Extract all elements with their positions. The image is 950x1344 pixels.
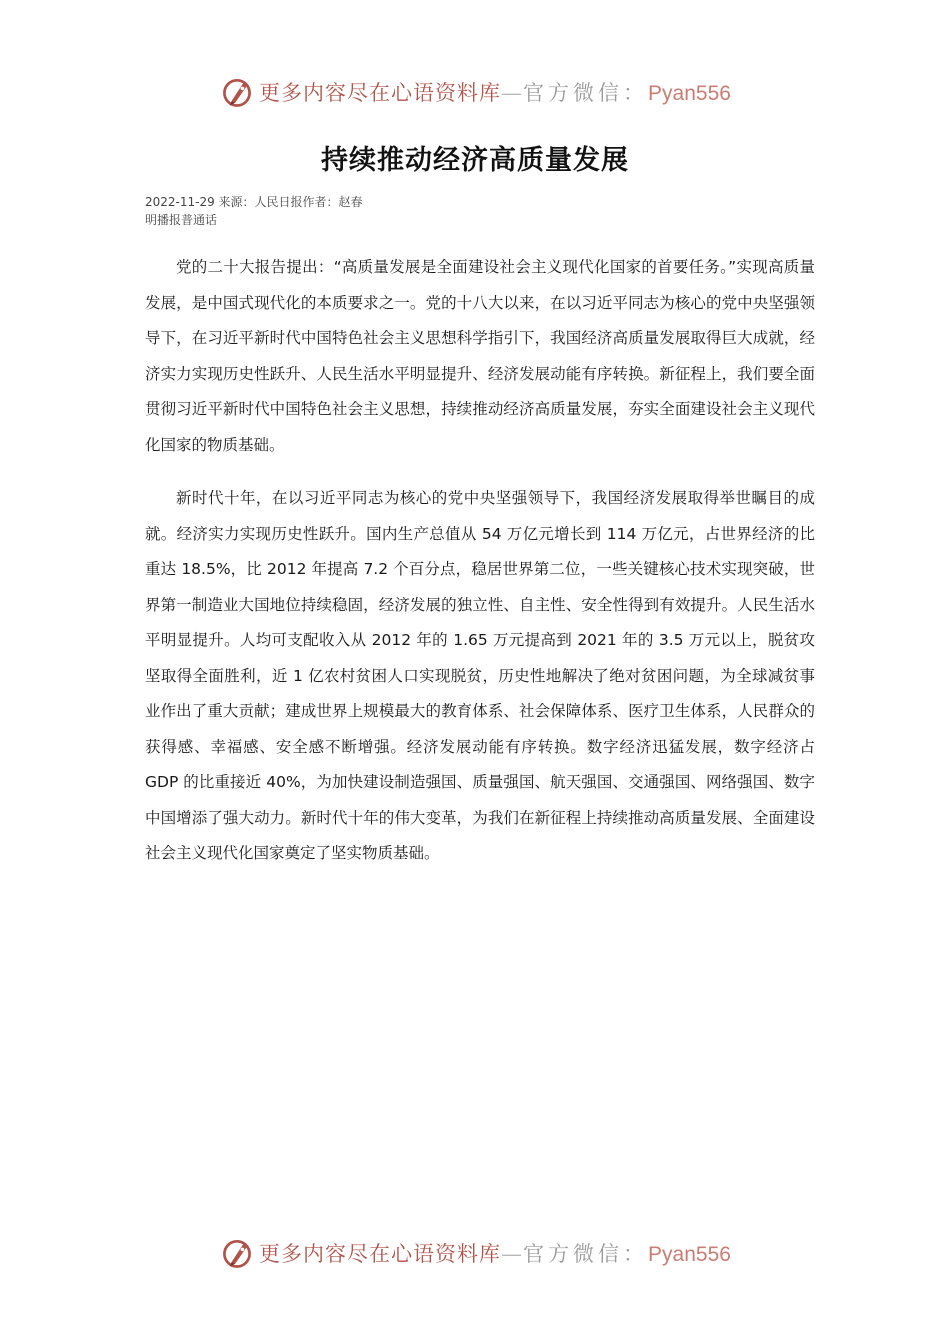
- banner-main-text: 更多内容尽在心语资料库: [259, 81, 502, 105]
- banner-text: [259, 1238, 731, 1268]
- banner-separator: —: [501, 81, 524, 105]
- banner-main-text: 更多内容尽在心语资料库: [259, 1242, 502, 1266]
- banner-wechat-id: Pyan556: [648, 1243, 731, 1266]
- article-paragraph: 新时代十年，在以习近平同志为核心的党中央坚强领导下，我国经济发展取得举世瞩目的成就。经济实力实现历史性跃升。国内生产总值从 54 万亿元增长到 114 万亿元，占世界经济的比重达 18.5%，比 2012 年提高 7.2 个百分点，稳居世界第二位，一些关键核心技术实现突破，世界第一制造业大国地位持续稳固，经济发展的独立性、自主性、安全性得到有效提升。人民生活水平明显提升。人均可支配收入从 2012 年的 1.65 万元提高到 2021 年的 3.5 万元以上，脱贫攻坚取得全面胜利，近 1 亿农村贫困人口实现脱贫，历史性地解决了绝对贫困问题，为全球减贫事业作出了重大贡献；建成世界上规模最大的教育体系、社会保障体系、医疗卫生体系，人民群众的获得感、幸福感、安全感不断增强。经济发展动能有序转换。数字经济迅猛发展，数字经济占 GDP 的比重接近 40%，为加快建设制造强国、质量强国、航天强国、交通强国、网络强国、数字中国增添了强大动力。新时代十年的伟大变革，为我们在新征程上持续推动高质量发展、全面建设社会主义现代化国家奠定了坚实物质基础。: [145, 489, 815, 862]
- pen-logo-icon: [219, 1235, 255, 1271]
- banner-wechat-label: 官方微信：: [523, 81, 649, 105]
- article-source-line: 2022-11-29 来源：人民日报作者：赵春: [145, 195, 363, 209]
- article-title: 持续推动经济高质量发展: [321, 145, 629, 176]
- article-audio-line: 明播报普通话: [145, 213, 218, 227]
- footer-banner: [0, 1231, 950, 1275]
- article-body: [145, 250, 815, 890]
- banner-text: [259, 77, 731, 107]
- article-paragraph: 党的二十大报告提出：“高质量发展是全面建设社会主义现代化国家的首要任务。”实现高质量发展，是中国式现代化的本质要求之一。党的十八大以来，在以习近平同志为核心的党中央坚强领导下，在习近平新时代中国特色社会主义思想科学指引下，我国经济高质量发展取得巨大成就，经济实力实现历史性跃升、人民生活水平明显提升、经济发展动能有序转换。新征程上，我们要全面贯彻习近平新时代中国特色社会主义思想，持续推动经济高质量发展，夯实全面建设社会主义现代化国家的物质基础。: [145, 258, 815, 454]
- pen-logo-icon: [219, 74, 255, 110]
- header-banner: [0, 70, 950, 114]
- banner-wechat-label: 官方微信：: [523, 1242, 649, 1266]
- banner-wechat-id: Pyan556: [648, 82, 731, 105]
- banner-separator: —: [501, 1242, 524, 1266]
- article-meta: [145, 193, 363, 229]
